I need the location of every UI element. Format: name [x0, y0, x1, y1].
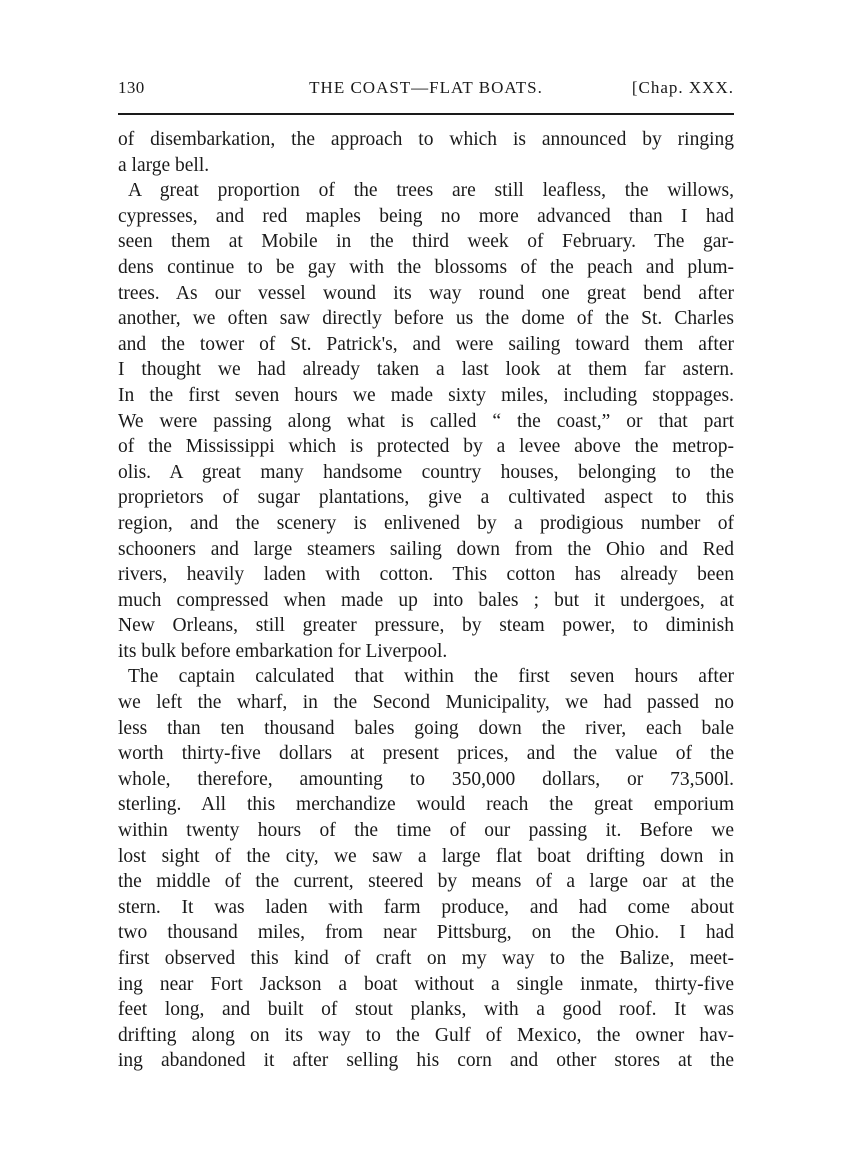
text-line: the middle of the current, steered by means of a large oar at the — [118, 871, 734, 893]
text-line: ing abandoned it after selling his corn and other stores at the — [118, 1050, 734, 1072]
text-line: worth thirty-five dollars at present prices, and the value of the — [118, 743, 734, 765]
text-line: stern. It was laden with farm produce, and had come about — [118, 896, 734, 918]
text-line: schooners and large steamers sailing down from the Ohio and Red — [118, 538, 734, 560]
text-line: feet long, and built of stout planks, with a good roof. It was — [118, 999, 734, 1021]
text-line: within twenty hours of the time of our passing it. Before we — [118, 820, 734, 842]
text-line: we left the wharf, in the Second Municipality, we had passed no — [118, 692, 734, 714]
text-line: less than ten thousand bales going down the river, each bale — [118, 717, 734, 739]
text-line: olis. A great many handsome country houses, belonging to the — [118, 461, 734, 483]
text-line: of the Mississippi which is protected by a levee above the metrop- — [118, 436, 734, 458]
text-line: region, and the scenery is enlivened by a prodigious number of — [118, 512, 734, 534]
page-number: 130 — [118, 78, 145, 97]
text-line: trees. As our vessel wound its way round one great bend after — [118, 282, 734, 304]
text-line: another, we often saw directly before us the dome of the St. Charles — [118, 308, 734, 330]
paragraph-first-line: A great proportion of the trees are still leafless, the willows, — [128, 180, 734, 202]
text-line: rivers, heavily laden with cotton. This cotton has already been — [118, 564, 734, 586]
chapter-reference: [Chap. XXX. — [631, 78, 734, 97]
text-line: dens continue to be gay with the blossoms of the peach and plum- — [118, 256, 734, 278]
paragraph-first-line: The captain calculated that within the first seven hours after — [128, 666, 734, 688]
text-line: and the tower of St. Patrick's, and were sailing toward them after — [118, 333, 734, 355]
text-line: its bulk before embarkation for Liverpool. — [118, 640, 448, 662]
text-line: a large bell. — [118, 154, 210, 176]
text-line: ing near Fort Jackson a boat without a single inmate, thirty-five — [118, 973, 734, 995]
text-line: of disembarkation, the approach to which is announced by ringing — [118, 129, 734, 150]
header-rule — [118, 113, 734, 115]
text-line: much compressed when made up into bales ; but it undergoes, at — [118, 589, 734, 611]
body-text — [118, 127, 734, 1074]
text-line: seen them at Mobile in the third week of February. The gar- — [118, 231, 734, 253]
running-head-title: THE COAST—FLAT BOATS. — [309, 78, 543, 97]
text-line: In the first seven hours we made sixty miles, including stoppages. — [118, 384, 734, 406]
text-line: New Orleans, still greater pressure, by steam power, to diminish — [118, 615, 734, 637]
text-line: first observed this kind of craft on my way to the Balize, meet- — [118, 948, 734, 969]
text-line: I thought we had already taken a last look at them far astern. — [118, 359, 734, 381]
text-line: We were passing along what is called “ the coast,” or that part — [118, 410, 734, 432]
text-line: two thousand miles, from near Pittsburg, on the Ohio. I had — [118, 922, 734, 944]
running-head — [118, 78, 734, 102]
text-line: proprietors of sugar plantations, give a cultivated aspect to this — [118, 487, 734, 509]
text-line: lost sight of the city, we saw a large flat boat drifting down in — [118, 845, 734, 867]
text-line: drifting along on its way to the Gulf of Mexico, the owner hav- — [118, 1024, 734, 1046]
text-line: cypresses, and red maples being no more advanced than I had — [118, 205, 734, 227]
text-line: sterling. All this merchandize would reach the great emporium — [118, 794, 734, 816]
text-line: whole, therefore, amounting to 350,000 dollars, or 73,500l. — [118, 768, 734, 790]
